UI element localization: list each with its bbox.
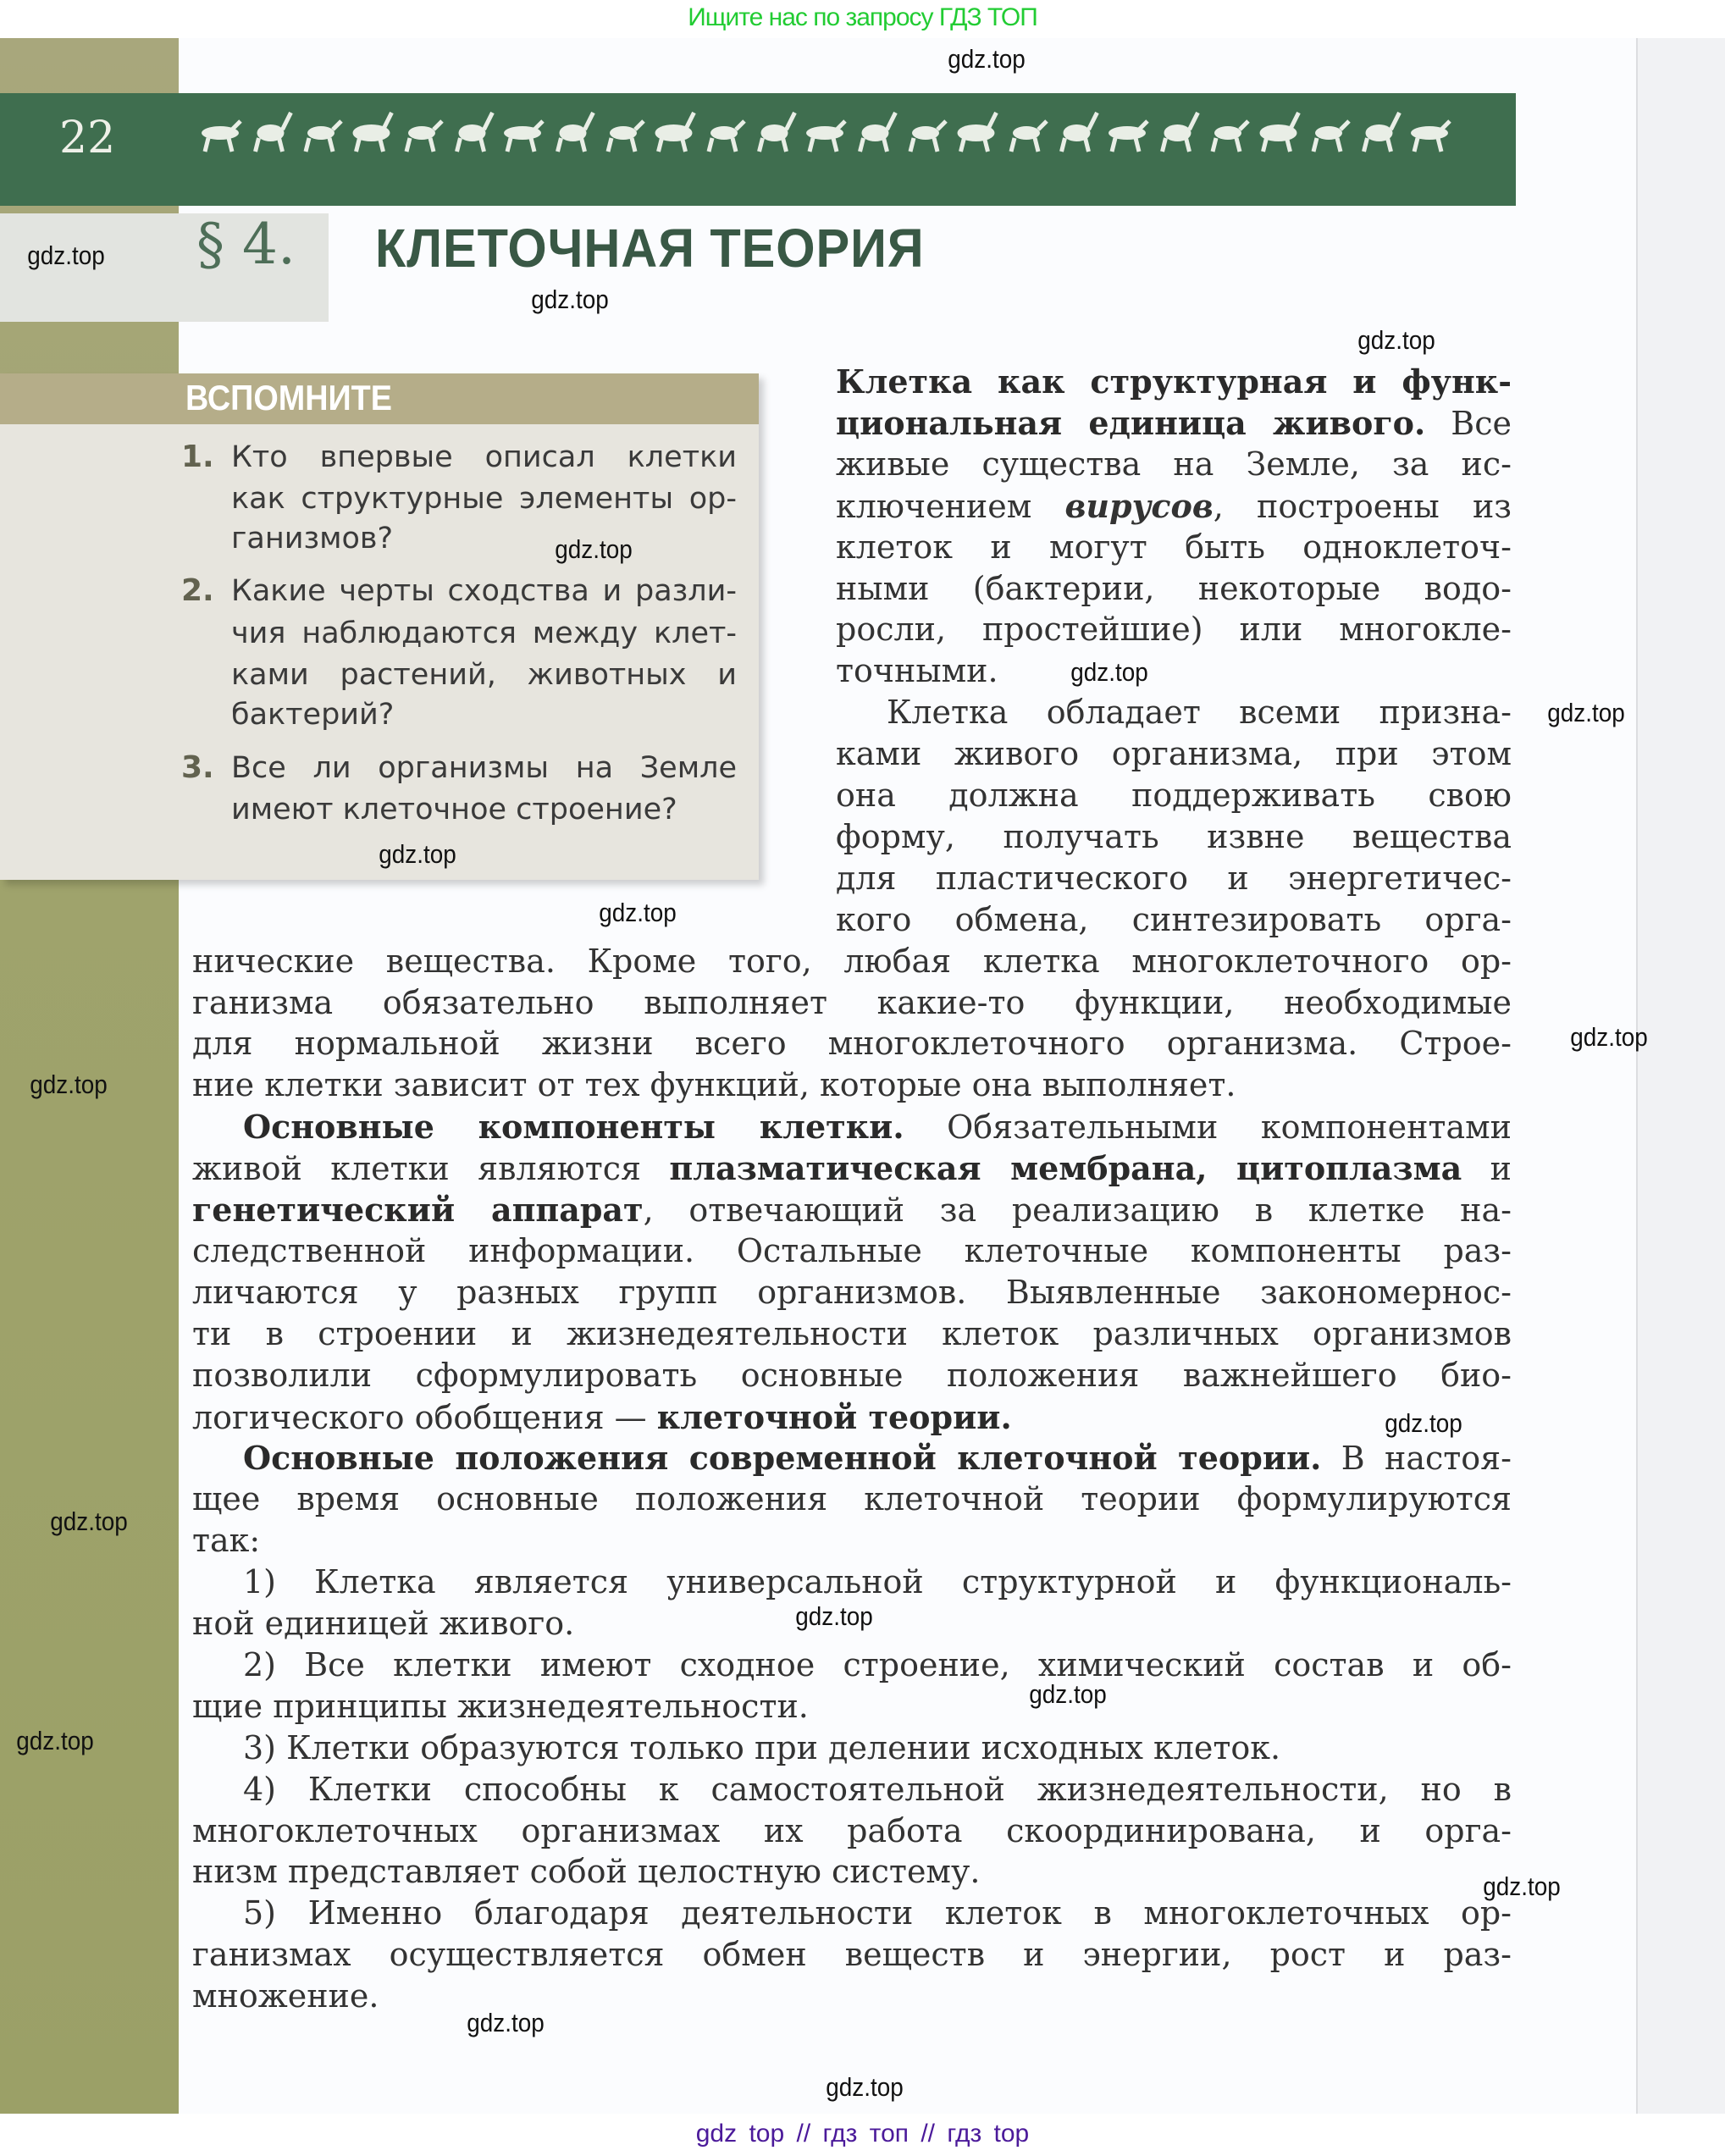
- question-line: ганизмов?: [231, 522, 394, 556]
- text-run: щие принципы жизнедеятельности.: [192, 1687, 809, 1725]
- question-line: Кто впервые описал клетки: [231, 440, 737, 474]
- text-line: [243, 1437, 1512, 1479]
- question-number: 3.: [181, 750, 214, 785]
- text-line: [192, 1189, 1512, 1231]
- watermark: gdz.top: [555, 534, 633, 564]
- animal-icon: [1313, 121, 1349, 152]
- watermark: gdz.top: [50, 1506, 128, 1536]
- section-number: § 4.: [196, 212, 296, 277]
- text-run: она должна поддерживать свою: [836, 777, 1512, 814]
- text-line: [836, 899, 1512, 941]
- text-run: Обязательными компонентами: [904, 1108, 1512, 1147]
- bold-term: Основные компоненты клетки.: [243, 1108, 904, 1147]
- text-run: 3) Клетки образуются только при делении исходных клеток.: [243, 1728, 1281, 1766]
- animal-icon: [1213, 121, 1248, 152]
- animal-icon: [760, 113, 795, 152]
- animal-icon: [306, 121, 341, 152]
- text-run: живой клетки являются: [192, 1150, 670, 1188]
- bold-term: Основные положения современной клеточной теории.: [243, 1439, 1322, 1478]
- text-line: [192, 1023, 1512, 1064]
- watermark: gdz.top: [27, 240, 105, 270]
- text-run: живые существа на Земле, за ис-: [836, 445, 1512, 483]
- question-line: бактерий?: [231, 698, 395, 732]
- text-line: [192, 1147, 1512, 1190]
- text-line: [192, 982, 1512, 1024]
- text-run: кого обмена, синтезировать орга-: [836, 900, 1512, 938]
- text-run: 2) Все клетки имеют сходное строение, химический состав и об-: [243, 1645, 1512, 1683]
- text-run: 1) Клетка является универсальной структурной и функциональ-: [243, 1563, 1512, 1601]
- animal-icon: [202, 121, 241, 152]
- text-run: для нормальной жизни всего многоклеточного организма. Строе-: [192, 1025, 1512, 1063]
- animal-icon: [1163, 113, 1198, 152]
- text-line: [192, 941, 1512, 982]
- animal-icon: [709, 121, 744, 152]
- question-line: Какие черты сходства и разли-: [231, 574, 737, 608]
- text-line: [887, 692, 1512, 733]
- animal-icon: [504, 121, 543, 152]
- text-line: [836, 650, 1512, 692]
- italic-term: вирусов: [1064, 486, 1214, 525]
- animal-icon: [608, 121, 644, 152]
- text-line: [836, 444, 1512, 485]
- text-run: нические вещества. Кроме того, любая клетка многоклеточного ор-: [192, 942, 1512, 980]
- text-run: логического обобщения —: [192, 1398, 657, 1436]
- watermark: gdz.top: [1385, 1408, 1462, 1438]
- animal-icon: [1260, 113, 1299, 152]
- text-run: ной единицей живого.: [192, 1605, 575, 1642]
- text-run: ключением: [836, 487, 1065, 525]
- text-run: многоклеточных организмах их работа скоординирована, и орга-: [192, 1811, 1512, 1849]
- watermark: gdz.top: [1483, 1871, 1561, 1901]
- text-line: [836, 527, 1512, 568]
- text-line: [192, 1355, 1512, 1396]
- text-run: ганизма обязательно выполняет какие-то функции, необходимые: [192, 983, 1512, 1021]
- text-line: [192, 1396, 1512, 1439]
- text-run: так:: [192, 1522, 261, 1560]
- text-line: [243, 1893, 1512, 1934]
- text-line: [192, 1686, 1512, 1728]
- question-number: 2.: [181, 573, 214, 608]
- watermark: gdz.top: [16, 1726, 94, 1755]
- text-line: [192, 1064, 1512, 1106]
- text-line: [836, 568, 1512, 610]
- watermark: gdz.top: [30, 1070, 108, 1099]
- text-line: [243, 1562, 1512, 1603]
- text-line: [243, 1645, 1512, 1686]
- site-search-banner[interactable]: Ищите нас по запросу ГДЗ ТОП: [688, 3, 1037, 31]
- text-run: личаются у разных групп организмов. Выявленные закономернос-: [192, 1273, 1512, 1311]
- text-line: [836, 402, 1512, 445]
- animal-icon: [860, 113, 896, 152]
- bold-term: клеточной теории.: [656, 1397, 1012, 1436]
- watermark: gdz.top: [1029, 1679, 1107, 1709]
- animal-icon: [806, 121, 845, 152]
- animal-icon: [655, 113, 694, 152]
- animal-icon: [910, 121, 946, 152]
- text-run: , построены из: [1213, 487, 1512, 525]
- text-line: [192, 1520, 1512, 1562]
- animal-icon: [1109, 121, 1147, 152]
- watermark: gdz.top: [1570, 1022, 1648, 1052]
- question-line: как структурные элементы ор-: [231, 482, 737, 516]
- watermark: gdz.top: [826, 2072, 904, 2102]
- text-line: [192, 1313, 1512, 1355]
- text-run: В настоя-: [1321, 1440, 1512, 1478]
- text-line: [836, 775, 1512, 816]
- watermark: gdz.top: [795, 1601, 873, 1631]
- text-line: [192, 1976, 1512, 2017]
- text-line: [192, 1272, 1512, 1313]
- text-run: клеток и могут быть одноклеточ-: [836, 528, 1512, 566]
- recall-heading: ВСПОМНИТЕ: [185, 378, 392, 417]
- bold-term: Клетка как структурная и функ-: [836, 362, 1512, 401]
- question-line: ками растений, животных и: [231, 658, 737, 692]
- watermark: gdz.top: [1070, 657, 1148, 687]
- watermark: gdz.top: [467, 2008, 545, 2037]
- question-number: 1.: [181, 439, 214, 474]
- bold-term: циональная единица живого.: [836, 403, 1426, 442]
- text-line: [836, 733, 1512, 775]
- text-run: , отвечающий за реализацию в клетке на-: [643, 1191, 1512, 1229]
- animal-icon: [1411, 121, 1450, 152]
- footer-banner[interactable]: gdz top // гдз топ // гдз top: [695, 2120, 1030, 2148]
- watermark: gdz.top: [948, 44, 1026, 74]
- text-run: 4) Клетки способны к самостоятельной жизнедеятельности, но в: [243, 1770, 1512, 1808]
- page-title: КЛЕТОЧНАЯ ТЕОРИЯ: [375, 218, 925, 279]
- animal-icon: [1011, 121, 1047, 152]
- page-number: 22: [59, 113, 116, 163]
- text-line: [243, 1728, 1512, 1769]
- animal-icon: [406, 121, 442, 152]
- bold-term: плазматическая мембрана, цитоплазма: [669, 1149, 1462, 1188]
- text-run: ками живого организма, при этом: [836, 735, 1512, 773]
- text-line: [836, 858, 1512, 899]
- text-line: [836, 816, 1512, 858]
- watermark: gdz.top: [599, 898, 677, 927]
- page-edge: [1636, 38, 1725, 2114]
- text-run: Клетка обладает всеми призна-: [887, 694, 1512, 732]
- watermark: gdz.top: [1547, 698, 1625, 727]
- text-line: [192, 1851, 1512, 1893]
- animal-icon: [457, 113, 493, 152]
- bold-term: генетический аппарат: [192, 1191, 644, 1229]
- text-run: росли, простейшие) или многокле-: [836, 611, 1512, 649]
- text-run: щее время основные положения клеточной теории формулируются: [192, 1480, 1512, 1518]
- question-line: Все ли организмы на Земле: [231, 751, 737, 785]
- text-run: ными (бактерии, некоторые водо-: [836, 569, 1512, 607]
- text-run: Все: [1425, 404, 1512, 442]
- text-run: низм представляет собой целостную систему.: [192, 1853, 981, 1891]
- animal-icon: [353, 113, 392, 152]
- animal-icon: [1062, 113, 1097, 152]
- text-line: [192, 1810, 1512, 1852]
- watermark: gdz.top: [531, 285, 609, 314]
- text-run: ти в строении и жизнедеятельности клеток различных организмов: [192, 1314, 1512, 1352]
- animal-icon: [558, 113, 594, 152]
- text-run: для пластического и энергетичес-: [836, 859, 1512, 897]
- text-run: 5) Именно благодаря деятельности клеток в многоклеточных ор-: [243, 1894, 1512, 1932]
- question-line: чия наблюдаются между клет-: [231, 616, 737, 650]
- text-line: [836, 609, 1512, 650]
- text-run: следственной информации. Остальные клеточные компоненты раз-: [192, 1231, 1512, 1269]
- text-line: [243, 1106, 1512, 1148]
- animal-icon: [958, 113, 997, 152]
- animal-icon: [256, 113, 291, 152]
- text-run: ние клетки зависит от тех функций, которые она выполняет.: [192, 1066, 1236, 1104]
- watermark: gdz.top: [379, 839, 456, 869]
- text-line: [243, 1769, 1512, 1810]
- text-line: [836, 361, 1512, 403]
- animal-icon: [1364, 113, 1400, 152]
- text-line: [192, 1479, 1512, 1520]
- animal-silhouettes-icon: [191, 106, 1461, 157]
- watermark: gdz.top: [1357, 325, 1435, 355]
- text-run: множение.: [192, 1977, 379, 2015]
- text-line: [192, 1934, 1512, 1976]
- text-run: позволили сформулировать основные положения важнейшего био-: [192, 1356, 1512, 1394]
- question-line: имеют клеточное строение?: [231, 793, 677, 826]
- text-run: и: [1462, 1150, 1512, 1188]
- text-run: точными.: [836, 652, 998, 690]
- text-run: форму, получать извне вещества: [836, 817, 1512, 855]
- text-line: [836, 485, 1512, 528]
- text-run: ганизмах осуществляется обмен веществ и энергии, рост и раз-: [192, 1936, 1512, 1974]
- text-line: [192, 1230, 1512, 1272]
